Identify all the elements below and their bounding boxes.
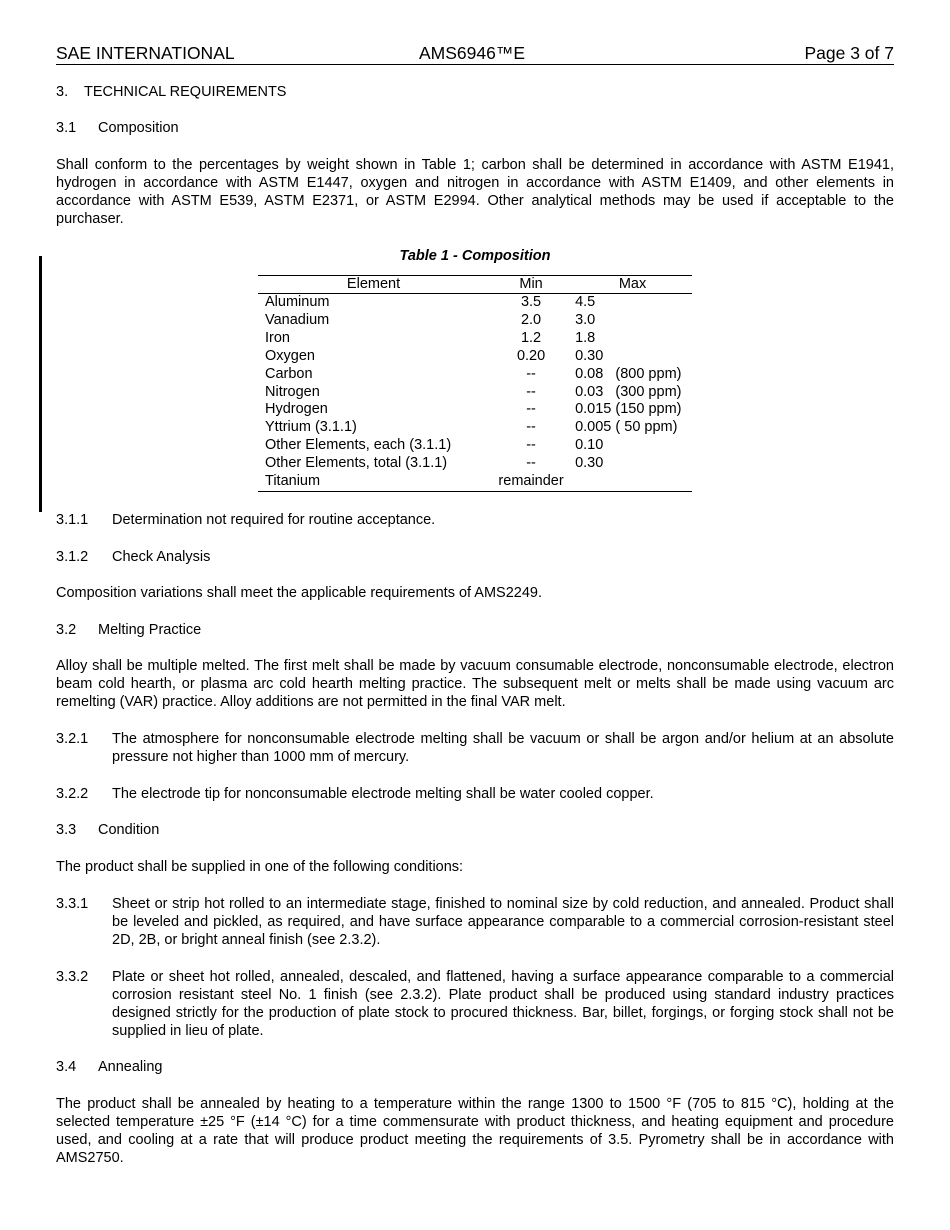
- section-3-3-1: 3.3.1 Sheet or strip hot rolled to an intermediate stage, finished to nominal size by cold reduction, and annealed. Product shall be leveled and pickled, as required, and have surface appearance comparable to a commercial corrosion-resistant steel 2D, 2B, or bright anneal finish (see 2.3.2).: [56, 895, 894, 948]
- section-3-4-heading: 3.4 Annealing: [56, 1058, 163, 1075]
- table-row: Other Elements, each (3.1.1) -- 0.10: [265, 437, 604, 454]
- revision-bar: [39, 256, 42, 512]
- table-1-title: Table 1 - Composition: [399, 248, 551, 264]
- section-3-2-2: 3.2.2 The electrode tip for nonconsumable electrode melting shall be water cooled copper.: [56, 785, 654, 802]
- table-row: Vanadium 2.0 3.0: [265, 311, 596, 328]
- table-row: Yttrium (3.1.1) -- 0.005 ( 50 ppm): [265, 419, 678, 436]
- table-row: Aluminum 3.5 4.5: [265, 294, 596, 310]
- composition-table: [258, 275, 692, 492]
- header-org: SAE INTERNATIONAL: [56, 43, 235, 63]
- table-row: Iron 1.2 1.8: [265, 329, 596, 346]
- section-3-3-heading: 3.3 Condition: [56, 821, 160, 838]
- table-row: Carbon -- 0.08 (800 ppm): [265, 365, 682, 382]
- section-3-3-2: 3.3.2 Plate or sheet hot rolled, annealed, descaled, and flattened, having a surface appearance comparable to a commercial corrosion resistant steel No. 1 finish (see 2.3.2). Plate product shall be produced using standard industry practices designed strictly for the production of plate stock to procured thickness. Bar, billet, forgings, or forging stock shall not be supplied in lieu of plate.: [56, 968, 894, 1039]
- col-header-max: Max: [573, 276, 692, 294]
- table-row: Titanium remainder: [265, 473, 564, 490]
- table-row: Hydrogen -- 0.015 (150 ppm): [265, 401, 682, 418]
- header-page-number: Page 3 of 7: [804, 43, 894, 63]
- section-3-1-1: 3.1.1 Determination not required for routine acceptance.: [56, 511, 436, 528]
- section-3-1-heading: 3.1 Composition: [56, 120, 179, 136]
- section-3-2-1: 3.2.1 The atmosphere for nonconsumable electrode melting shall be vacuum or shall be argon and/or helium at an absolute pressure not higher than 1000 mm of mercury.: [56, 730, 894, 765]
- col-header-min: Min: [489, 276, 573, 294]
- table-row: Other Elements, total (3.1.1) -- 0.30: [265, 455, 604, 472]
- page-header: [56, 42, 894, 65]
- section-3-2-text: Alloy shall be multiple melted. The first melt shall be made by vacuum consumable electrode, nonconsumable electrode, electron beam cold hearth, or plasma arc cold hearth melting practice. The subsequent melt or melts shall be made using vacuum arc remelting (VAR) practice. Alloy additions are not permitted in the final VAR melt.: [56, 657, 894, 710]
- section-3-1-text: Shall conform to the percentages by weight shown in Table 1; carbon shall be determined in accordance with ASTM E1941, hydrogen in accordance with ASTM E1447, oxygen and nitrogen in accordance with ASTM E1409, and other elements in accordance with ASTM E539, ASTM E2371, or ASTM E2994. Other analytical methods may be used if acceptable to the purchaser.: [56, 157, 894, 227]
- section-3-heading: 3. TECHNICAL REQUIREMENTS: [56, 84, 287, 100]
- table-header-row: [258, 276, 692, 294]
- header-doc-number: AMS6946™E: [419, 43, 526, 63]
- table-row: Nitrogen -- 0.03 (300 ppm): [265, 383, 682, 400]
- section-3-2-heading: 3.2 Melting Practice: [56, 621, 202, 638]
- col-header-element: Element: [258, 276, 489, 294]
- section-3-1-2-heading: 3.1.2 Check Analysis: [56, 548, 211, 565]
- section-3-4-text: The product shall be annealed by heating to a temperature within the range 1300 to 1500 °F (705 to 815 °C), holding at the selected temperature ±25 °F (±14 °C) for a time commensurate with product thickness, and heating equipment and procedure used, and cooling at a rate that will produce product meeting the requirements of 3.5. Pyrometry shall be in accordance with AMS2750.: [56, 1095, 894, 1166]
- document-page: [56, 42, 894, 1167]
- table-row: Oxygen 0.20 0.30: [265, 347, 604, 364]
- section-3-1-2-text: Composition variations shall meet the applicable requirements of AMS2249.: [56, 584, 543, 601]
- section-3-3-text: The product shall be supplied in one of the following conditions:: [56, 858, 464, 875]
